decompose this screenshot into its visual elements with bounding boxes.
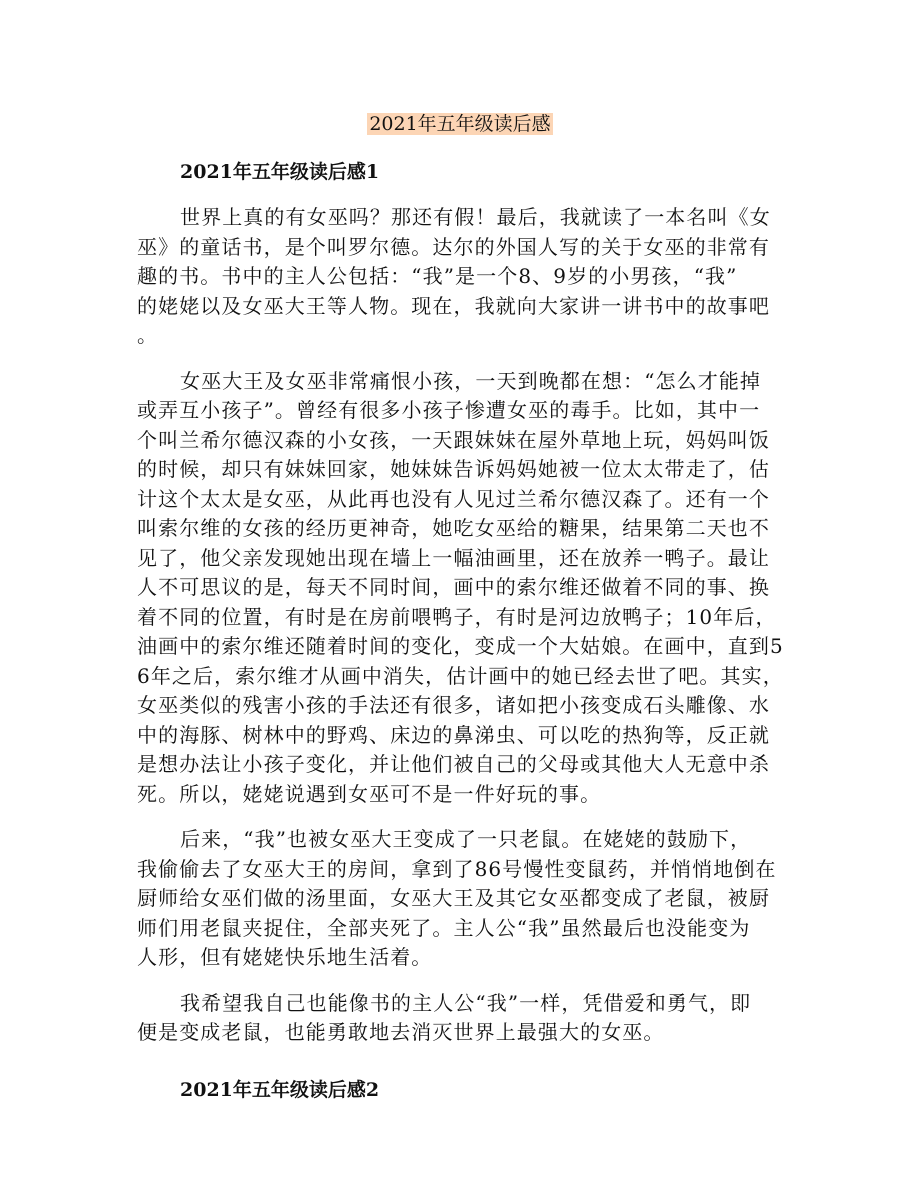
- paragraph-1: [137, 203, 787, 351]
- paragraph-4: [137, 989, 787, 1048]
- document-title-text: 2021年五年级读后感: [369, 113, 551, 135]
- section-heading-1: 2021年五年级读后感1: [180, 161, 380, 183]
- text-line: 女巫类似的残害小孩的手法还有很多，诸如把小孩变成石头雕像、水: [137, 693, 770, 717]
- text-line: 叫索尔维的女孩的经历更神奇，她吃女巫给的糖果，结果第二天也不: [137, 516, 770, 540]
- text-line: 是想办法让小孩子变化，并让他们被自己的父母或其他大人无意中杀: [137, 752, 770, 776]
- text-line: 计这个太太是女巫，从此再也没有人见过兰希尔德汉森了。还有一个: [137, 486, 770, 511]
- text-line: 便是变成老鼠，也能勇敢地去消灭世界上最强大的女巫。: [137, 1020, 665, 1044]
- text-line: 或弄互小孩子”。曾经有很多小孩子惨遭女巫的毒手。比如，其中一: [137, 398, 761, 422]
- text-line: 见了，他父亲发现她出现在墙上一幅油画里，还在放养一鸭子。最让: [137, 545, 770, 570]
- text-line: 女巫大王及女巫非常痛恨小孩，一天到晚都在想：“怎么才能掉: [180, 368, 762, 393]
- text-line: 厨师给女巫们做的汤里面，女巫大王及其它女巫都变成了老鼠，被厨: [137, 886, 770, 910]
- text-line: 的姥姥以及女巫大王等人物。现在，我就向大家讲一讲书中的故事吧: [137, 293, 770, 318]
- text-line: 6年之后，索尔维才从画中消失，估计画中的她已经去世了吧。其实，: [137, 663, 784, 688]
- text-line: 人不可思议的是，每天不同时间，画中的索尔维还做着不同的事、换: [137, 575, 770, 599]
- text-line: 。: [137, 323, 159, 347]
- paragraph-3: [137, 825, 787, 973]
- section-heading-2: 2021年五年级读后感2: [180, 1078, 380, 1101]
- text-line: 我希望我自己也能像书的主人公“我”一样，凭借爱和勇气，即: [180, 990, 752, 1015]
- text-line: 巫》的童话书，是个叫罗尔德。达尔的外国人写的关于女巫的非常有: [137, 234, 770, 259]
- text-line: 死。所以，姥姥说遇到女巫可不是一件好玩的事。: [137, 781, 602, 806]
- text-line: 个叫兰希尔德汉森的小女孩，一天跟妹妹在屋外草地上玩，妈妈叫饭: [137, 427, 770, 452]
- document-body: [0, 110, 920, 1104]
- document-title: [0, 110, 920, 138]
- text-line: 中的海豚、树林中的野鸡、床边的鼻涕虫、可以吃的热狗等，反正就: [137, 722, 770, 747]
- text-line: 着不同的位置，有时是在房前喂鸭子，有时是河边放鸭子；10年后，: [137, 604, 777, 629]
- text-line: 后来，“我”也被女巫大王变成了一只老鼠。在姥姥的鼓励下，: [180, 827, 752, 851]
- text-line: 的时候，却只有妹妹回家，她妹妹告诉妈妈她被一位太太带走了，估: [137, 457, 770, 481]
- text-line: 油画中的索尔维还随着时间的变化，变成一个大姑娘。在画中，直到5: [137, 634, 784, 658]
- text-line: 世界上真的有女巫吗？那还有假！最后，我就读了一本名叫《女: [180, 205, 771, 229]
- paragraph-2: [137, 367, 787, 810]
- text-line: 我偷偷去了女巫大王的房间，拿到了86号慢性变鼠药，并悄悄地倒在: [137, 856, 777, 881]
- text-line: 人形，但有姥姥快乐地生活着。: [137, 945, 433, 969]
- text-line: 师们用老鼠夹捉住，全部夹死了。主人公“我”虽然最后也没能变为: [137, 915, 751, 940]
- text-line: 趣的书。书中的主人公包括：“我”是一个8、9岁的小男孩，“我”: [137, 264, 738, 288]
